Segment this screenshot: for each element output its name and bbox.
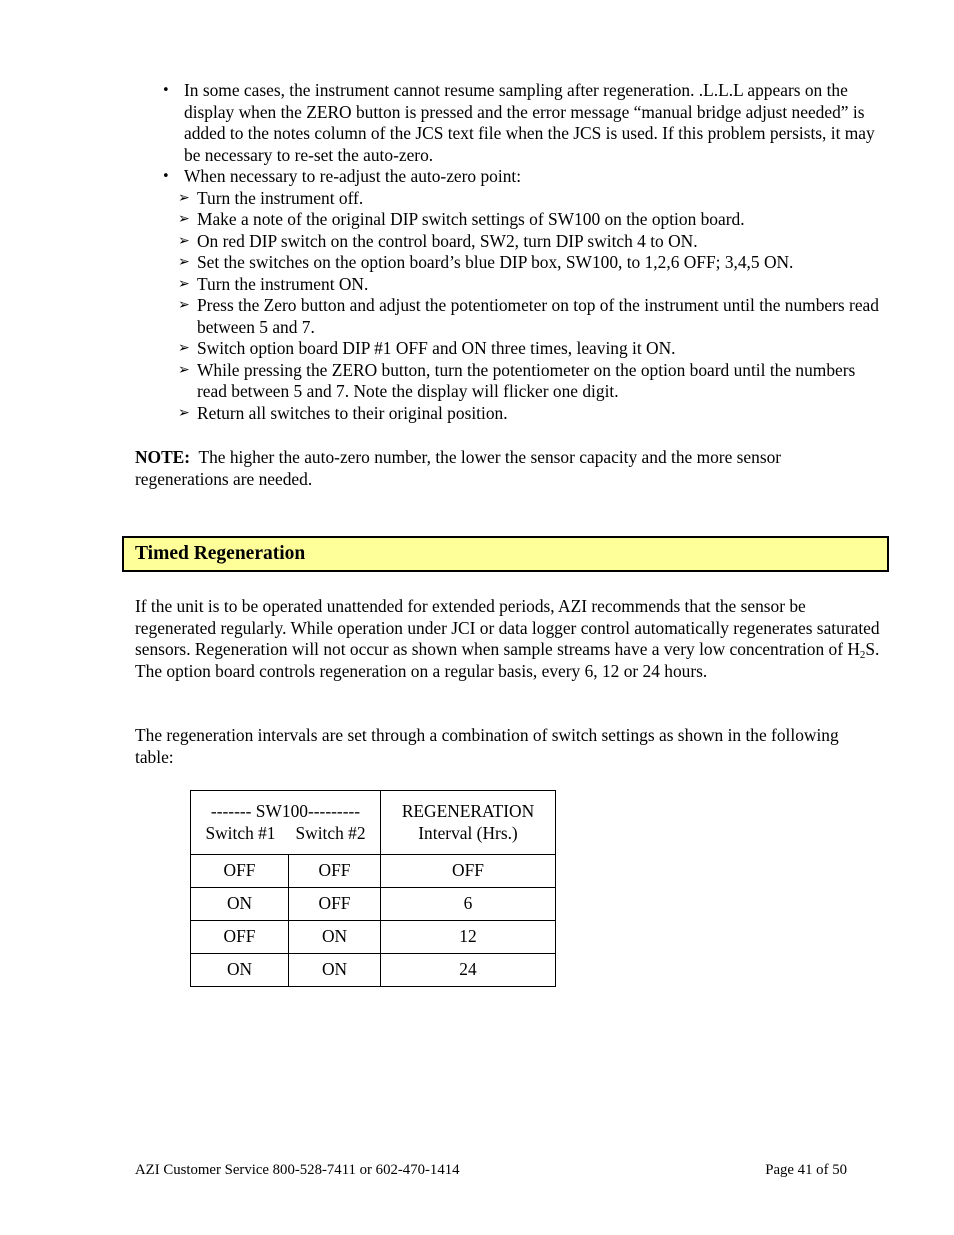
step-text: While pressing the ZERO button, turn the potentiometer on the option board until the numbers read between 5 and 7. Note the display will flicker one digit. [197,359,856,401]
table-cell: ON [191,954,289,987]
step-text: Set the switches on the option board’s blue DIP box, SW100, to 1,2,6 OFF; 3,4,5 ON. [197,252,794,272]
table-cell: OFF [191,855,289,888]
table-cell: 6 [381,888,556,921]
sw100-header [191,791,381,855]
bullet-list [160,80,880,424]
intro-text-cont: S. The option board controls regeneration on a regular basis, every 6, 12 or 24 hours. [135,639,880,681]
step-text: Return all switches to their original position. [197,402,508,423]
bullet-text: In some cases, the instrument cannot resume sampling after regeneration. .L.L.L appears on the display when the ZERO button is pressed and the error message “manual bridge adjust needed” is added to the notes column of the JCS text file when the JCS is used. If this problem persists, it may be necessary to re-set the auto-zero. [184,80,875,165]
table-cell: OFF [381,855,556,888]
step-text: Press the Zero button and adjust the potentiometer on top of the instrument until the numbers read between 5 and 7. [197,295,879,337]
table-cell: ON [191,888,289,921]
regeneration-table [190,790,556,987]
step-item [178,188,880,210]
step-text: Make a note of the original DIP switch settings of SW100 on the option board. [197,209,745,229]
interval-header-title: REGENERATION [401,801,535,821]
table-cell: OFF [289,855,381,888]
step-item [178,403,880,425]
interval-header [381,791,556,855]
table-row [191,954,556,987]
switch2-label: Switch #2 [295,822,366,843]
table-cell: OFF [191,921,289,954]
table-header-row [191,791,556,855]
step-item [178,231,880,253]
table-intro-paragraph: The regeneration intervals are set through a combination of switch settings as shown in the following table: [135,725,839,767]
bullet-text: When necessary to re-adjust the auto-zero point: [184,166,522,186]
table-cell: OFF [289,888,381,921]
subscript: 2 [859,649,866,661]
bullet-item [160,80,880,166]
bullet-item [160,166,880,424]
table-cell: ON [289,921,381,954]
note-label: NOTE: [135,447,191,467]
switch-labels [191,823,380,845]
intro-text: If the unit is to be operated unattended for extended periods, AZI recommends that the sensor be regenerated regularly. While operation under JCI or data logger control automatically regenerates saturated sensors. Regeneration will not occur as shown when sample streams have a very low concentration of H [135,596,880,659]
step-text: Turn the instrument off. [197,187,364,208]
table-row [191,855,556,888]
note-text: The higher the auto-zero number, the lower the sensor capacity and the more sensor regenerations are needed. [135,447,786,489]
section-heading: Timed Regeneration [135,543,306,564]
note-paragraph [135,447,855,490]
intro-paragraph [135,596,880,682]
step-text: Turn the instrument ON. [197,273,369,294]
switch1-label: Switch #1 [205,822,276,843]
table-cell: ON [289,954,381,987]
step-item [178,274,880,296]
table-row [191,921,556,954]
footer-contact: AZI Customer Service 800-528-7411 or 602-470-1414 [135,1162,460,1178]
table-cell: 24 [381,954,556,987]
table-row [191,888,556,921]
step-item [178,252,880,274]
step-item [178,338,880,360]
table-cell: 12 [381,921,556,954]
step-list [178,188,880,425]
sw100-header-title: ------- SW100--------- [210,801,361,821]
interval-header-sub: Interval (Hrs.) [418,822,518,843]
step-text: On red DIP switch on the control board, SW2, turn DIP switch 4 to ON. [197,230,698,251]
step-text: Switch option board DIP #1 OFF and ON three times, leaving it ON. [197,338,676,358]
step-item [178,209,880,231]
step-item [178,295,880,338]
step-item [178,360,880,403]
page-number: Page 41 of 50 [765,1162,847,1178]
